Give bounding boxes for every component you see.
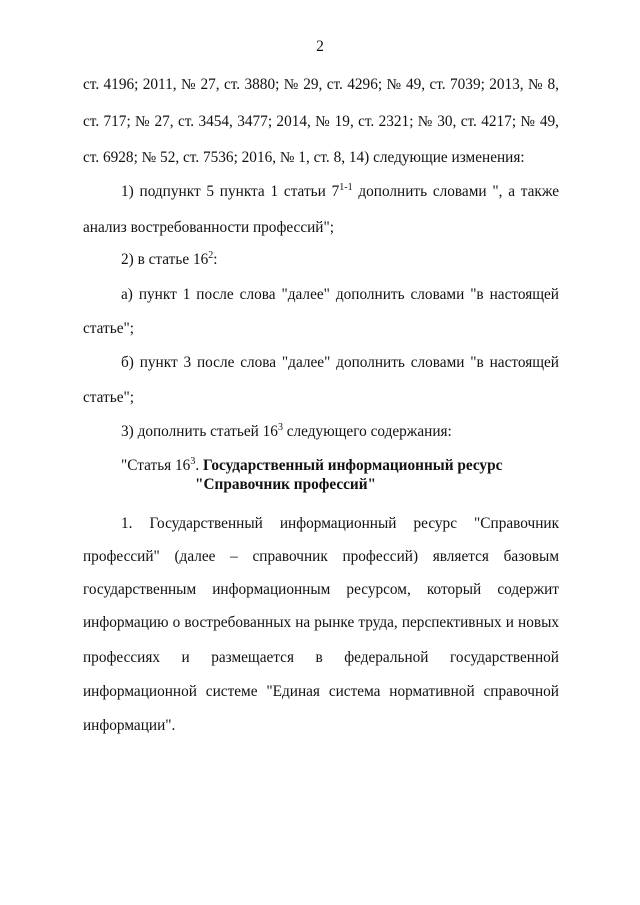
text-fragment: следующего содержания: [282,423,452,440]
article-title-line2: "Справочник профессий" [195,476,377,493]
text-line: ст. 4196; 2011, № 27, ст. 3880; № 29, ст. 4296; № 49, ст. 7039; 2013, № 8, [83,76,559,93]
superscript: 3 [190,456,196,467]
text-line: анализ востребованности профессий"; [83,219,334,236]
text-fragment: 1) подпункт 5 пункта 1 статьи 7 [121,183,340,200]
text-line: информационной системе "Единая система нормативной справочной [83,683,559,700]
text-line: 1. Государственный информационный ресурс "Справочник [121,515,559,532]
superscript: 1-1 [339,182,353,193]
list-item-2b: б) пункт 3 после слова "далее" дополнить словами "в настоящей [121,354,559,371]
text-line: профессий" (далее – справочник профессий) является базовым [83,548,559,565]
article-label: "Статья 16 [121,457,191,474]
text-fragment: 3) дополнить статьей 16 [121,423,278,440]
text-line: информацию о востребованных на рынке труда, перспективных и новых [83,614,559,631]
page-number: 2 [316,38,324,55]
text-fragment: . [195,457,203,474]
text-fragment: 2) в статье 16 [121,251,209,268]
text-line: профессиях и размещается в федеральной государственной [83,649,559,666]
text-line: статье"; [83,320,134,337]
list-item-1 [121,184,559,199]
text-line: государственным информационным ресурсом, который содержит [83,581,559,598]
text-line: ст. 717; № 27, ст. 3454, 3477; 2014, № 19, ст. 2321; № 30, ст. 4217; № 49, [83,113,559,130]
list-item-2 [121,252,218,267]
text-fragment: дополнить словами ", а также [352,183,560,200]
text-fragment: : [213,251,218,268]
list-item-2a: а) пункт 1 после слова "далее" дополнить словами "в настоящей [121,286,559,303]
article-heading [121,458,502,473]
superscript: 3 [277,422,283,433]
article-title: Государственный информационный ресурс [203,457,503,474]
list-item-3 [121,424,452,439]
text-line: ст. 6928; № 52, ст. 7536; 2016, № 1, ст. 8, 14) следующие изменения: [83,149,525,166]
superscript: 2 [208,250,214,261]
text-line: информации". [83,717,176,734]
text-line: статье"; [83,389,134,406]
